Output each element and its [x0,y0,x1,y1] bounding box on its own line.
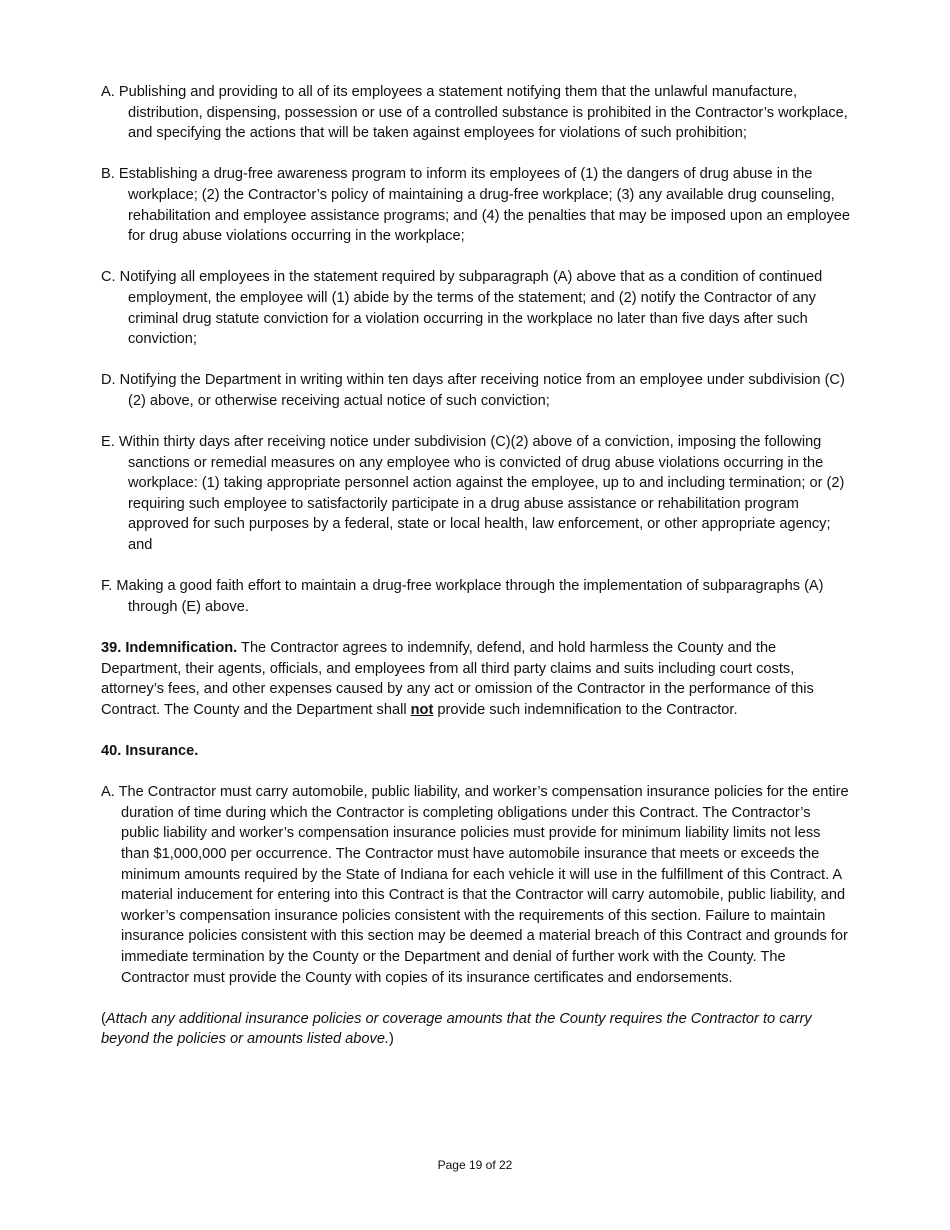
section-40-heading: 40. Insurance. [101,743,199,759]
section-39-indemnification [101,638,850,720]
page-number: Page 19 of 22 [437,1158,513,1172]
item-text: Establishing a drug-free awareness program to inform its employees of (1) the dangers of drug abuse in the workplace; (2) the Contractor’s policy of maintaining a drug-free workplace; (3) any available drug counseling, rehabilitation and employee assistance programs; and (4) the penalties that may be imposed upon an employee for drug abuse violations occurring in the workplace; [118,166,851,245]
section-39-emphasis: not [410,701,434,718]
item-letter: D. [101,372,120,389]
item-letter: A. [101,84,119,100]
list-item-d [101,370,850,411]
section-39-text: The Contractor agrees to indemnify, defend, and hold harmless the County and the Department, their agents, officials, and employees from all third party claims and suits including court costs, attorney’s fees, and other expenses caused by any act or omission of the Contractor in the performance of this Contract. The County and the Department shall [101,640,814,718]
list-item-c [101,267,850,349]
list-item-f [101,576,850,617]
document-page [101,82,850,1050]
item-letter: E. [101,434,119,451]
item-text: Making a good faith effort to maintain a drug-free workplace through the implementation of subparagraphs (A) through (E) above. [116,578,824,615]
list-item-b [101,164,850,246]
item-letter: F. [101,578,117,595]
list-item-a [101,82,850,144]
note-open-paren: ( [101,1010,106,1027]
section-39-heading: 39. Indemnification. [101,640,238,657]
list-item-e [101,432,850,556]
item-letter: A. [101,784,119,801]
insurance-note [101,1009,850,1050]
note-text: Attach any additional insurance policies or coverage amounts that the County requires the Contractor to carry beyond the policies or amounts listed above. [101,1010,812,1048]
item-text: Notifying the Department in writing within ten days after receiving notice from an employee under subdivision (C)(2) above, or otherwise receiving actual notice of such conviction; [119,372,845,409]
item-text: Publishing and providing to all of its employees a statement notifying them that the unlawful manufacture, distribution, dispensing, possession or use of a controlled substance is prohibited in the Contractor’s workplace, and specifying the actions that will be taken against employees for violations of such prohibition; [118,84,848,142]
item-text: The Contractor must carry automobile, public liability, and worker’s compensation insurance policies for the entire duration of time during which the Contractor is completing obligations under this Contract. The Contractor’s public liability and worker’s compensation insurance policies must provide for minimum liability limits not less than $1,000,000 per occurrence. The Contractor must have automobile insurance that meets or exceeds the minimum amounts required by the State of Indiana for each vehicle it will use in the fulfillment of this Contract. A material inducement for entering into this Contract is that the Contractor will carry automobile, public liability, and worker’s compensation insurance policies consistent with the requirements of this section. Failure to maintain insurance policies consistent with this section may be deemed a material breach of this Contract and grounds for immediate termination by the County or the Department and denial of further work with the County. The Contractor must provide the County with copies of its insurance certificates and endorsements. [118,784,849,986]
note-close-paren: ) [389,1031,394,1048]
section-40-item-a [101,782,850,988]
item-letter: B. [101,166,119,183]
section-39-text-end: provide such indemnification to the Contractor. [433,701,738,718]
item-text: Within thirty days after receiving notice under subdivision (C)(2) above of a conviction, imposing the following sanctions or remedial measures on any employee who is convicted of drug abuse violations occurring in the workplace: (1) taking appropriate personnel action against the employee, up to and including termination; or (2) requiring such employee to satisfactorily participate in a drug abuse assistance or rehabilitation program approved for such purposes by a federal, state or local health, law enforcement, or other appropriate agency; and [118,434,845,554]
item-text: Notifying all employees in the statement required by subparagraph (A) above that as a condition of continued employment, the employee will (1) abide by the terms of the statement; and (2) notify the Contractor of any criminal drug statute conviction for a violation occurring in the workplace no later than five days after such conviction; [119,269,823,348]
item-letter: C. [101,269,120,286]
